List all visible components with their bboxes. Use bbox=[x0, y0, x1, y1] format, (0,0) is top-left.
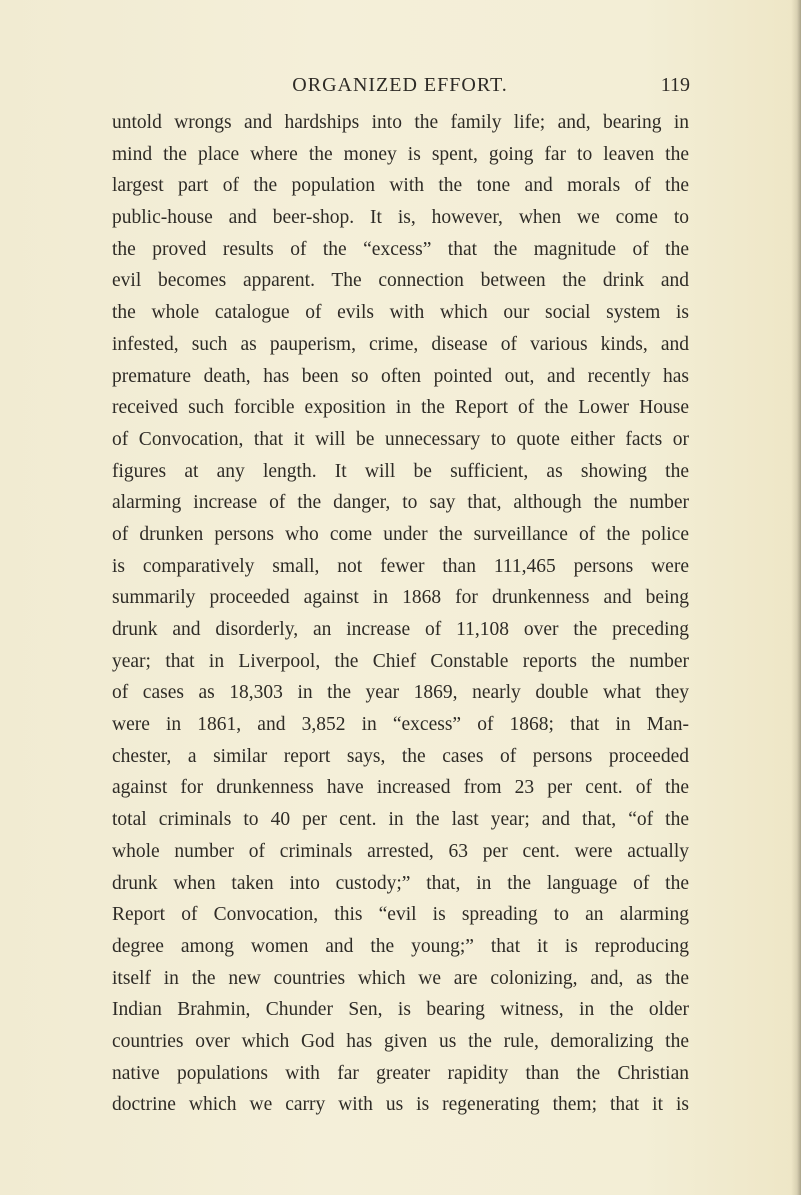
text-line: drunk when taken into custody;” that, in the language of the bbox=[112, 872, 689, 894]
text-line: summarily proceeded against in 1868 for drunkenness and being bbox=[112, 587, 689, 609]
text-line: native populations with far greater rapidity than the Christian bbox=[112, 1062, 689, 1084]
running-head bbox=[110, 66, 690, 102]
text-line: is comparatively small, not fewer than 111,465 persons were bbox=[112, 555, 689, 577]
text-line: whole number of criminals arrested, 63 per cent. were actually bbox=[112, 840, 689, 862]
text-line: countries over which God has given us the rule, demoralizing the bbox=[112, 1030, 689, 1052]
text-line: of cases as 18,303 in the year 1869, nearly double what they bbox=[112, 682, 689, 704]
text-line: against for drunkenness have increased from 23 per cent. of the bbox=[112, 777, 689, 799]
text-line: doctrine which we carry with us is regenerating them; that it is bbox=[112, 1094, 689, 1116]
text-line: total criminals to 40 per cent. in the last year; and that, “of the bbox=[112, 809, 689, 831]
text-line: untold wrongs and hardships into the family life; and, bearing in bbox=[112, 112, 689, 133]
text-line: infested, such as pauperism, crime, disease of various kinds, and bbox=[112, 333, 689, 355]
text-line: degree among women and the young;” that it is reproducing bbox=[112, 935, 689, 957]
text-line: were in 1861, and 3,852 in “excess” of 1868; that in Man- bbox=[112, 714, 689, 736]
text-line: alarming increase of the danger, to say that, although the number bbox=[112, 492, 689, 514]
text-line: drunk and disorderly, an increase of 11,108 over the preceding bbox=[112, 619, 689, 640]
body-text bbox=[112, 107, 689, 1121]
running-title: ORGANIZED EFFORT. bbox=[292, 74, 508, 96]
text-line: evil becomes apparent. The connection between the drink and bbox=[112, 270, 689, 292]
text-line: received such forcible exposition in the Report of the Lower House bbox=[112, 397, 689, 419]
text-line: of drunken persons who come under the surveillance of the police bbox=[112, 523, 689, 545]
text-line: the proved results of the “excess” that the magnitude of the bbox=[112, 238, 689, 260]
text-line: largest part of the population with the tone and morals of the bbox=[112, 175, 689, 197]
text-line: mind the place where the money is spent, going far to leaven the bbox=[112, 143, 689, 165]
text-line: public-house and beer-shop. It is, however, when we come to bbox=[112, 207, 689, 229]
text-line: of Convocation, that it will be unnecessary to quote either facts or bbox=[112, 428, 689, 450]
text-line: figures at any length. It will be sufficient, as showing the bbox=[112, 460, 689, 482]
text-line: Report of Convocation, this “evil is spreading to an alarming bbox=[112, 904, 689, 926]
text-line: year; that in Liverpool, the Chief Constable reports the number bbox=[112, 650, 689, 672]
text-line: chester, a similar report says, the cases of persons proceeded bbox=[112, 745, 689, 767]
page-edge-shadow bbox=[791, 0, 801, 1195]
text-line: the whole catalogue of evils with which our social system is bbox=[112, 302, 689, 324]
page-number: 119 bbox=[660, 74, 690, 96]
text-line: premature death, has been so often pointed out, and recently has bbox=[112, 365, 689, 387]
text-line: Indian Brahmin, Chunder Sen, is bearing witness, in the older bbox=[112, 999, 689, 1021]
text-line: itself in the new countries which we are colonizing, and, as the bbox=[112, 967, 689, 989]
